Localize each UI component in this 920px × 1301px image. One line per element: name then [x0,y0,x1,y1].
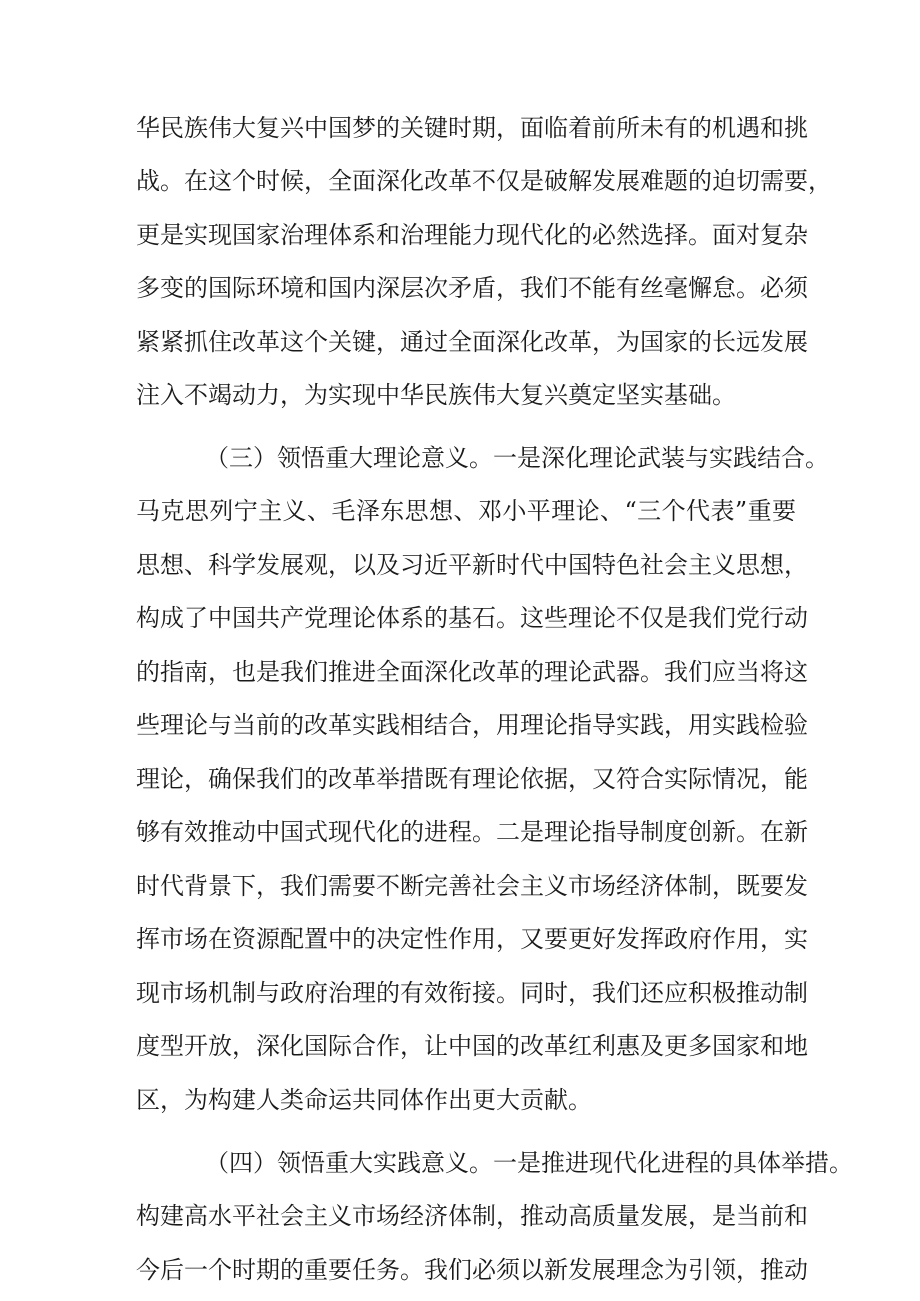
text-line: 多变的国际环境和国内深层次矛盾，我们不能有丝毫懈怠。必须 [136,274,808,302]
text-line: 的指南，也是我们推进全面深化改革的理论武器。我们应当将这 [136,658,808,686]
text-line: 华民族伟大复兴中国梦的关键时期，面临着前所未有的机遇和挑 [136,114,808,142]
text-line: 些理论与当前的改革实践相结合，用理论指导实践，用实践检验 [136,711,808,739]
text-line: 紧紧抓住改革这个关键，通过全面深化改革，为国家的长远发展 [136,328,808,356]
text-line: 思想、科学发展观，以及习近平新时代中国特色社会主义思想， [136,551,808,579]
text-line: 构成了中国共产党理论体系的基石。这些理论不仅是我们党行动 [136,604,808,632]
paragraph-heading-3: （三）领悟重大理论意义。一是深化理论武装与实践结合。 [205,444,829,472]
paragraph-heading-4: （四）领悟重大实践意义。一是推进现代化进程的具体举措。 [205,1149,853,1177]
text-line: 理论，确保我们的改革举措既有理论依据，又符合实际情况，能 [136,765,808,793]
text-line: 够有效推动中国式现代化的进程。二是理论指导制度创新。在新 [136,818,808,846]
text-line: 今后一个时期的重要任务。我们必须以新发展理念为引领，推动 [136,1256,808,1284]
text-line: 挥市场在资源配置中的决定性作用，又要更好发挥政府作用，实 [136,925,808,953]
text-line: 现市场机制与政府治理的有效衔接。同时，我们还应积极推动制 [136,979,808,1007]
text-line: 更是实现国家治理体系和治理能力现代化的必然选择。面对复杂 [136,221,808,249]
text-line: 马克思列宁主义、毛泽东思想、邓小平理论、“三个代表”重要 [136,497,796,525]
text-line: 注入不竭动力，为实现中华民族伟大复兴奠定坚实基础。 [136,381,736,409]
text-line: 区，为构建人类命运共同体作出更大贡献。 [136,1086,592,1114]
text-line: 度型开放，深化国际合作，让中国的改革红利惠及更多国家和地 [136,1032,808,1060]
text-line: 时代背景下，我们需要不断完善社会主义市场经济体制，既要发 [136,872,808,900]
text-line: 构建高水平社会主义市场经济体制，推动高质量发展，是当前和 [136,1202,808,1230]
text-line: 战。在这个时候，全面深化改革不仅是破解发展难题的迫切需要， [136,167,832,195]
